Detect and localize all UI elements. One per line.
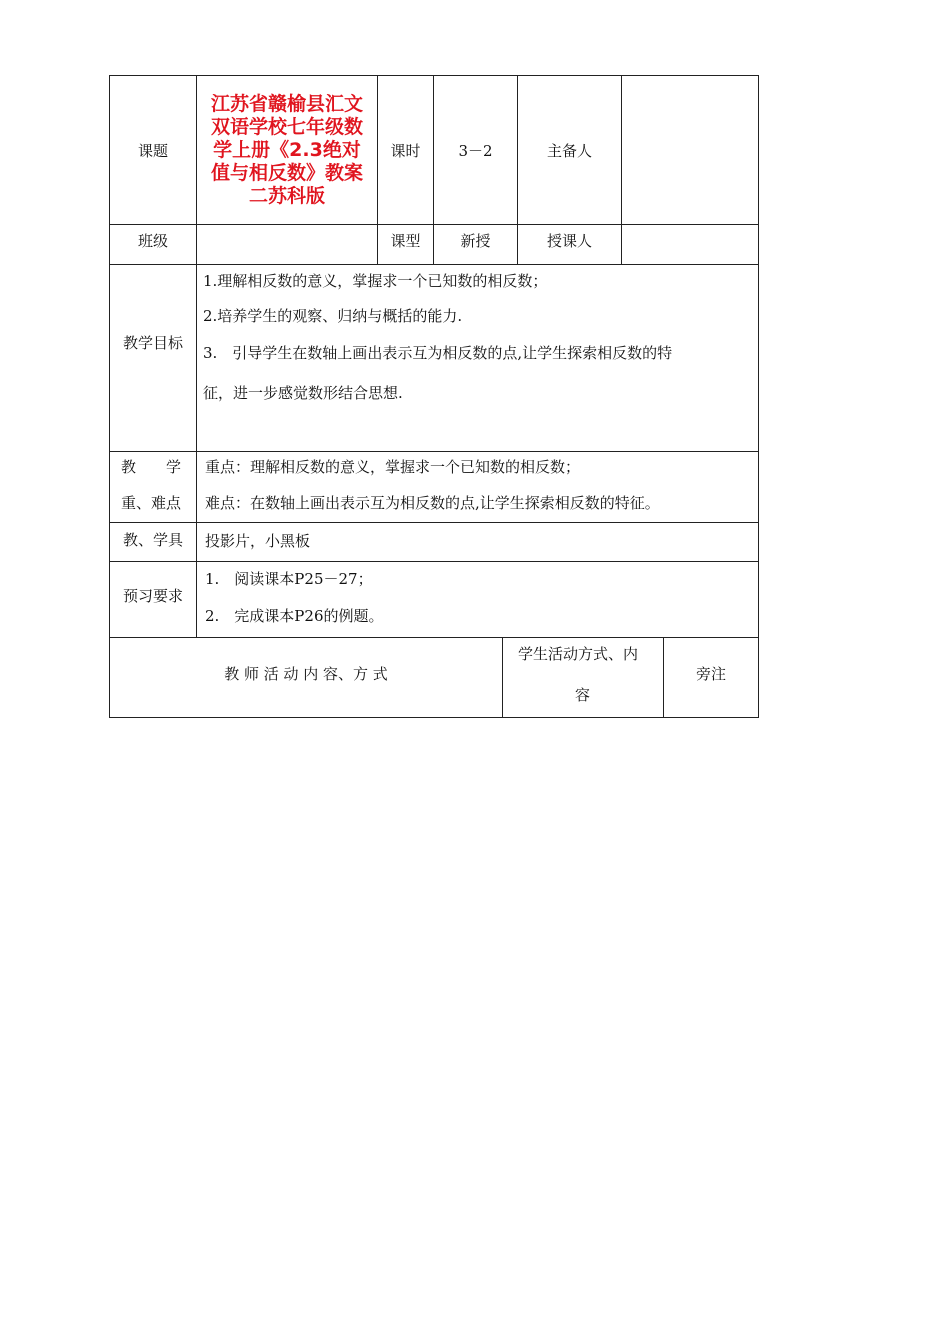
period-value: 3－2 [458, 141, 493, 160]
teacher-label: 授课人 [546, 231, 592, 250]
teacher-activity-header: 教 师 活 动 内 容、方 式 [224, 664, 388, 683]
column-divider [502, 637, 503, 718]
keypoints-label-line1: 教 学 [121, 458, 182, 476]
difficult-point: 难点：在数轴上画出表示互为相反数的点,让学生探索相反数的特征。 [205, 494, 660, 512]
topic-title-cell [197, 76, 377, 224]
objective-item: 3. 引导学生在数轴上画出表示互为相反数的点,让学生探索相反数的特 [203, 344, 673, 362]
tools-value: 投影片，小黑板 [205, 532, 311, 550]
objective-item: 2.培养学生的观察、归纳与概括的能力. [203, 307, 463, 325]
objective-item: 1.理解相反数的意义，掌握求一个已知数的相反数； [203, 272, 548, 290]
class-value [197, 225, 377, 255]
table-border-bottom [109, 717, 759, 718]
preparer-value [622, 76, 758, 224]
row-divider [109, 561, 759, 562]
preparer-label: 主备人 [546, 141, 592, 160]
key-point: 重点：理解相反数的意义，掌握求一个已知数的相反数； [205, 458, 581, 476]
student-activity-header-line2: 容 [575, 686, 591, 704]
teacher-value [622, 225, 758, 255]
type-label: 课型 [390, 231, 421, 250]
preview-label: 预习要求 [122, 586, 183, 605]
type-value: 新授 [460, 231, 491, 250]
keypoints-label-line2: 重、难点 [121, 494, 182, 512]
student-activity-header-line1: 学生活动方式、内 [518, 645, 639, 663]
notes-header: 旁注 [695, 664, 726, 683]
period-label: 课时 [390, 141, 421, 160]
objectives-label: 教学目标 [122, 334, 183, 352]
lesson-title: 江苏省赣榆县汇文双语学校七年级数学上册《2.3绝对值与相反数》教案二苏科版 [210, 92, 363, 207]
table-border-right [758, 75, 759, 718]
row-divider [109, 451, 759, 452]
row-divider [109, 522, 759, 523]
tools-label: 教、学具 [122, 530, 183, 549]
preview-item: 1. 阅读课本P25－27； [205, 570, 373, 588]
preview-item: 2. 完成课本P26的例题。 [205, 607, 384, 625]
class-label: 班级 [137, 231, 168, 250]
row-divider [109, 264, 759, 265]
objective-item: 征，进一步感觉数形结合思想. [203, 384, 403, 402]
topic-label: 课题 [137, 141, 168, 160]
